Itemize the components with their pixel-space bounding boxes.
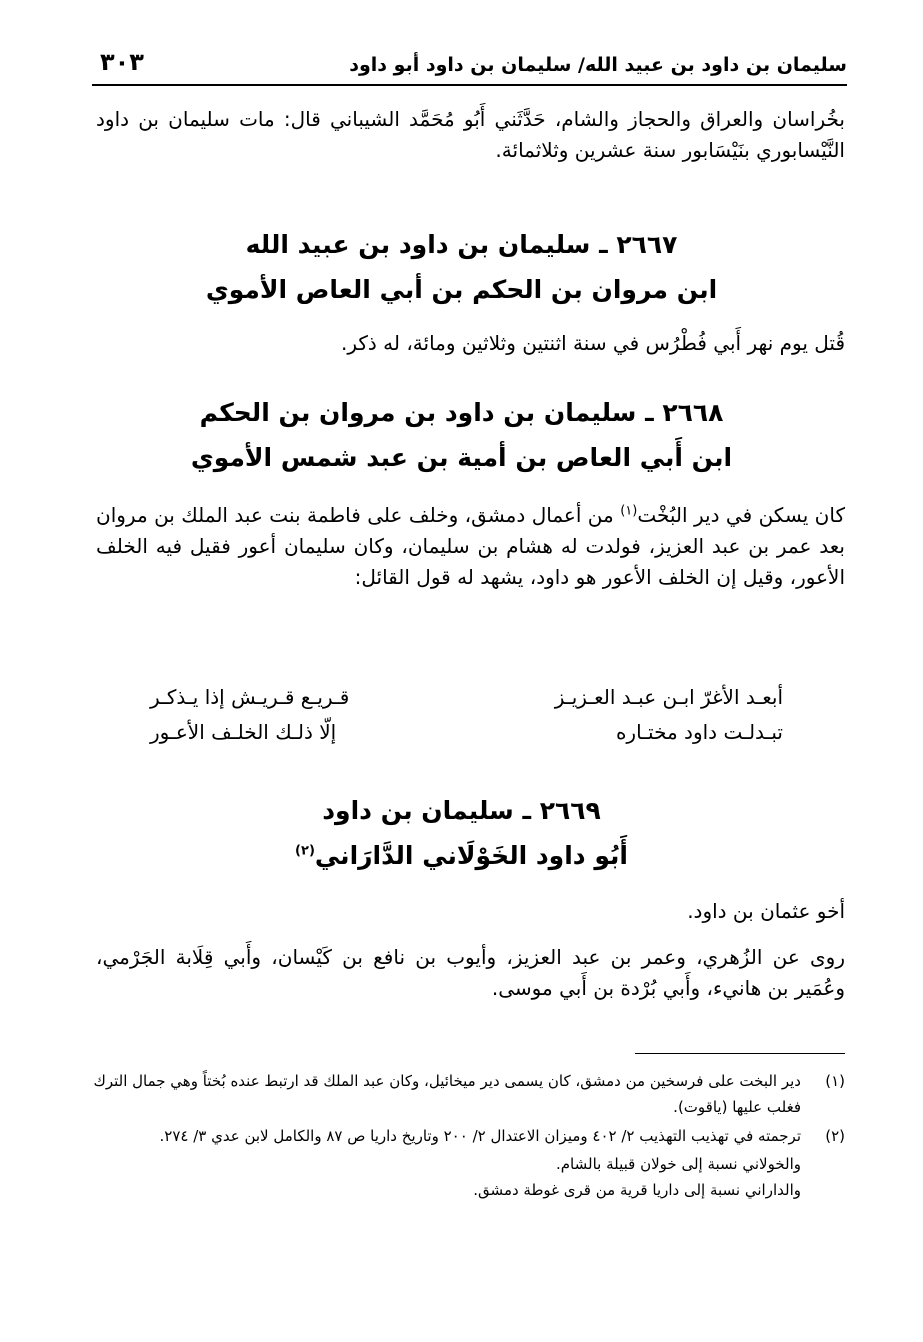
- footnote-extra: والخولاني نسبة إلى خولان قبيلة بالشام.: [556, 1154, 801, 1173]
- intro-text: بخُراسان والعراق والحجاز والشام، حَدَّثَني أَبُو مُحَمَّد الشيباني قال: مات سليمان بن داود النَّيْسابوري بنَيْسَابور سنة عشرين وثلاثمائة.: [96, 107, 845, 162]
- running-title: سليمان بن داود بن عبيد الله/ سليمان بن داود أبو داود: [349, 54, 847, 76]
- entry-text-2669: [96, 942, 845, 1004]
- entry-heading-2667: [60, 222, 863, 312]
- entry-heading-2668: [60, 390, 863, 480]
- entry-heading-line: ابن أَبي العاص بن أمية بن عبد شمس الأموي: [190, 443, 733, 472]
- entry-text-2669-line1: [96, 896, 845, 927]
- footnote-ref-2[interactable]: (٢): [295, 843, 315, 859]
- footnotes: [92, 1068, 845, 1203]
- entry-text: قُتل يوم نهر أَبي فُطْرُس في سنة اثنتين وثلاثين ومائة، له ذكر.: [340, 331, 845, 355]
- verse-line: [150, 715, 783, 750]
- footnote-item: [92, 1123, 845, 1149]
- footnote-text: دير البخت على فرسخين من دمشق، كان يسمى دير ميخائيل، وكان عبد الملك قد ارتبط عنده بُختاً وهي جمال الترك فغلب عليها (ياقوت).: [93, 1072, 801, 1117]
- verse-first-hemistich: أبعـد الأغرّ ابـن عبـد العـزيـز: [554, 685, 783, 709]
- entry-text-part: من أعمال دمشق، وخلف على فاطمة بنت عبد الملك بن مروان بعد عمر بن عبد العزيز، فولدت له هشام بن سليمان، وكان سليمان أعور فقيل فيه الخلف الأعور، وقيل إن الخلف الأعور هو داود، يشهد له قول القائل:: [96, 503, 845, 589]
- entry-heading-line: ٢٦٦٨ ـ سليمان بن داود بن مروان بن الحكم: [199, 398, 724, 427]
- entry-heading-line: ٢٦٦٩ ـ سليمان بن داود: [322, 796, 601, 825]
- intro-paragraph: [96, 104, 845, 166]
- verse-second-hemistich: إلّا ذلـك الخلـف الأعـور: [150, 720, 337, 744]
- verse-line: [150, 680, 783, 715]
- verse-second-hemistich: قـريـع قـريـش إذا يـذكـر: [150, 685, 350, 709]
- page-number: ٣٠٣: [100, 48, 144, 76]
- footnote-text: ترجمته في تهذيب التهذيب ٢/ ٤٠٢ وميزان الاعتدال ٢/ ٢٠٠ وتاريخ داريا ص ٨٧ والكامل لابن عدي ٣/ ٢٧٤.: [159, 1126, 801, 1145]
- entry-text: روى عن الزُهري، وعمر بن عبد العزيز، وأيوب بن نافع بن كَيْسان، وأَبي قِلَابة الجَرْمي، وعُمَير بن هانيء، وأَبي بُرْدة بن أَبي موسى.: [96, 945, 845, 1000]
- entry-heading-line-2: [60, 833, 863, 878]
- entry-text-2667: [96, 328, 845, 359]
- footnote-number: (١): [825, 1072, 845, 1090]
- entry-heading-line: ٢٦٦٧ ـ سليمان بن داود بن عبيد الله: [245, 230, 678, 259]
- footnote-extra: والداراني نسبة إلى داريا قرية من قرى غوطة دمشق.: [473, 1181, 801, 1199]
- entry-heading-2669: [60, 788, 863, 878]
- entry-heading-line: ابن مروان بن الحكم بن أبي العاص الأموي: [205, 275, 718, 304]
- running-header: [92, 44, 847, 86]
- entry-text: أخو عثمان بن داود.: [687, 899, 845, 923]
- footnote-divider: [635, 1053, 845, 1054]
- entry-text-2668: [96, 500, 845, 593]
- entry-text-part: كان يسكن في دير البُخْت: [637, 503, 845, 527]
- footnote-item: [92, 1068, 845, 1121]
- entry-heading-text: أَبُو داود الخَوْلَاني الدَّارَاني: [314, 841, 628, 870]
- footnote-number: (٢): [825, 1126, 845, 1145]
- footnote-ref-1[interactable]: (١): [620, 503, 638, 519]
- poem-verse: [150, 680, 783, 750]
- verse-first-hemistich: تبـدلـت داود مختـاره: [615, 720, 783, 744]
